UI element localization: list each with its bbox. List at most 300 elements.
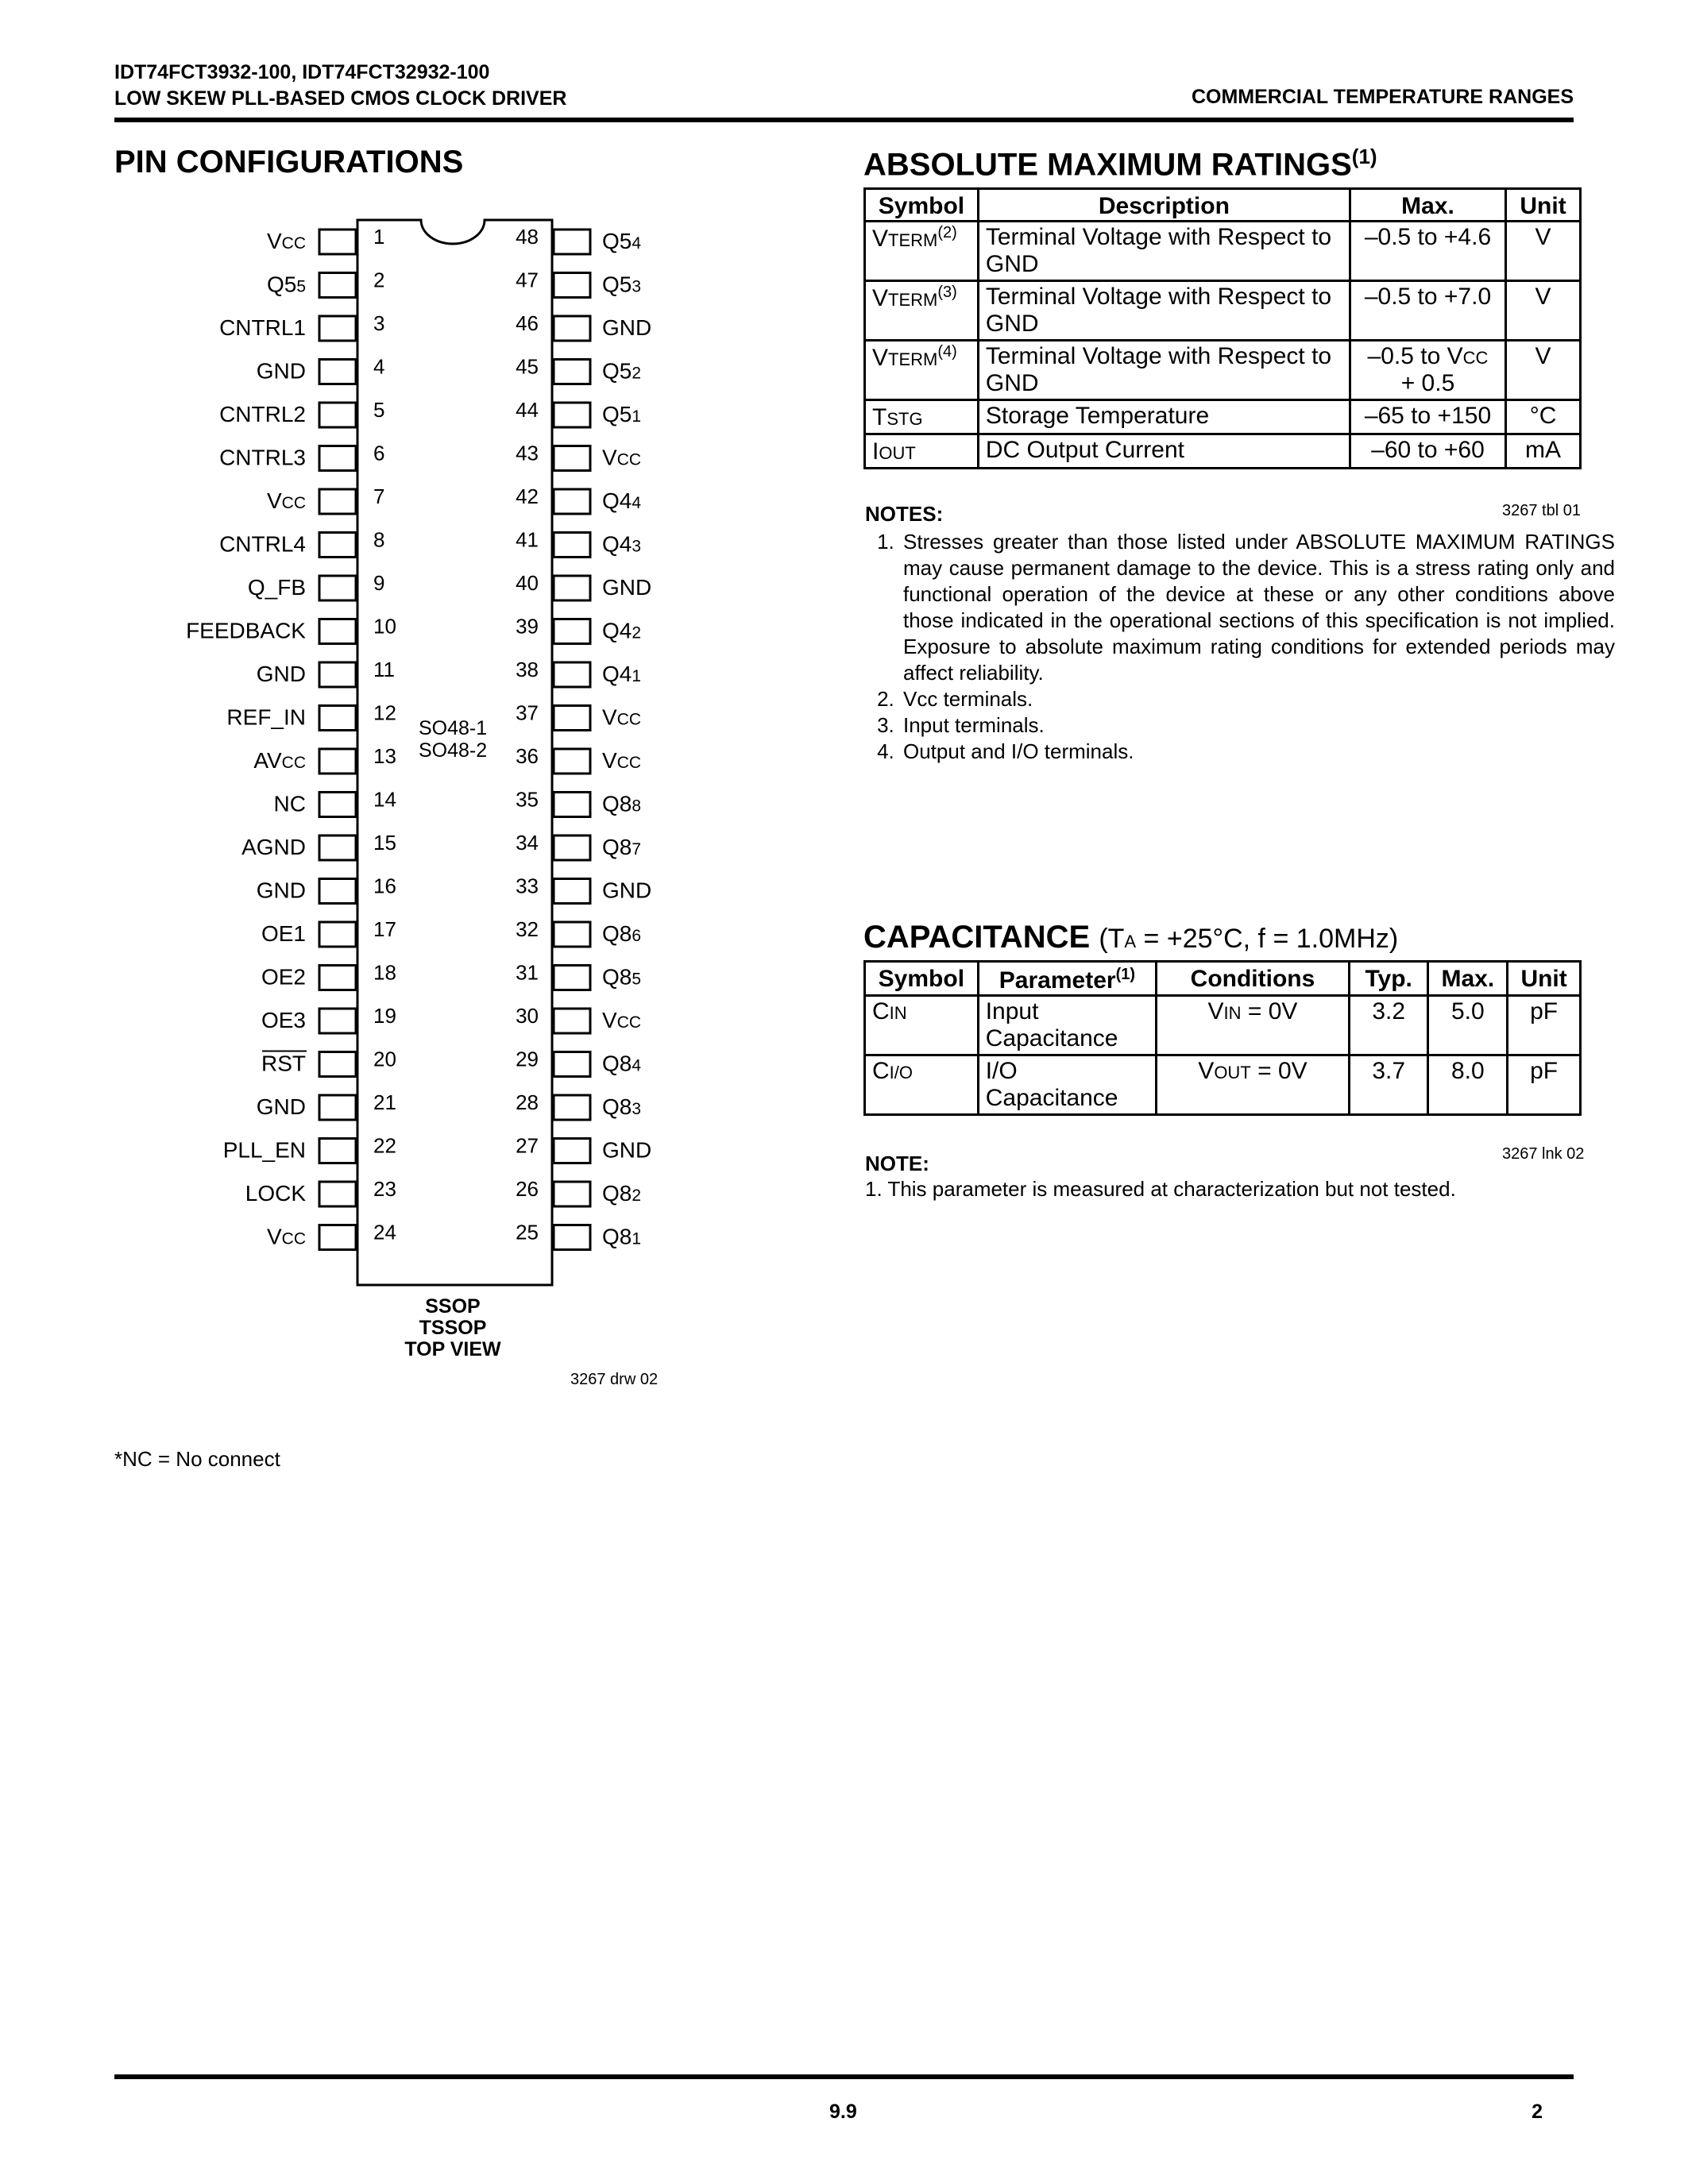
pin-lead	[554, 230, 590, 254]
pin-number: 46	[516, 311, 539, 335]
pin-name-main: Q5	[602, 402, 632, 426]
pin-name-main: V	[266, 1224, 282, 1249]
pin-name	[241, 835, 306, 859]
pin-name-main: Q4	[602, 662, 632, 686]
pin-name	[602, 446, 641, 470]
pin-lead	[554, 966, 590, 990]
pin-name	[261, 1051, 306, 1076]
pin-number: 41	[516, 527, 539, 552]
cap-max-cell: 5.0	[1428, 996, 1508, 1055]
pin-lead	[554, 403, 590, 427]
cond-sub: IN	[1223, 1003, 1242, 1023]
pin-lead	[554, 879, 590, 904]
header-part-numbers: IDT74FCT3932-100, IDT74FCT32932-100	[114, 61, 490, 83]
pin-name-main: GND	[602, 575, 652, 600]
pin-lead	[554, 316, 590, 341]
pin-name-main: AV	[253, 748, 282, 773]
pin-number: 16	[373, 874, 396, 898]
pin-name	[602, 878, 651, 903]
max-part-b: + 0.5	[1400, 370, 1455, 396]
pin-lead	[554, 835, 590, 860]
pin-name	[267, 488, 306, 513]
pin-name-main: GND	[256, 1094, 306, 1119]
pin-config-title: PIN CONFIGURATIONS	[114, 145, 464, 179]
symbol-main: V	[872, 226, 889, 252]
pin-number: 14	[373, 787, 396, 812]
pin-lead	[319, 619, 356, 644]
pin-name-main: REF_IN	[226, 704, 306, 730]
pin-lead	[554, 1182, 590, 1206]
pin-number: 40	[516, 571, 539, 595]
pin-lead	[319, 533, 356, 558]
pin-name-main: FEEDBACK	[186, 618, 306, 643]
pin-name	[257, 878, 306, 903]
cap-col-parameter	[978, 962, 1156, 996]
cond-value: = 0V	[1250, 1058, 1308, 1084]
cap-table-code: 3267 lnk 02	[1502, 1145, 1585, 1163]
pin-name-sub: 3	[632, 277, 642, 296]
package-label-2: SO48-2	[419, 739, 488, 762]
pin-number: 3	[373, 311, 385, 335]
abs-unit-cell: V	[1506, 281, 1581, 341]
symbol-sub: IN	[889, 1003, 907, 1023]
abs-description-cell: Storage Temperature	[978, 400, 1350, 434]
pin-name	[602, 359, 641, 384]
pin-lead	[319, 403, 356, 427]
pin-number: 7	[373, 484, 385, 508]
pin-name-main: Q5	[266, 272, 297, 297]
cap-header-row	[865, 962, 1581, 996]
abs-unit-cell: mA	[1506, 434, 1581, 469]
pin-lead	[554, 922, 590, 947]
pin-name-main: CNTRL4	[219, 531, 306, 557]
pin-lead	[319, 360, 356, 384]
pin-lead	[554, 619, 590, 644]
pin-lead	[319, 922, 356, 947]
symbol-sub: TERM	[888, 349, 938, 369]
pin-name-sub: 3	[632, 537, 642, 556]
pin-number: 22	[373, 1133, 396, 1158]
pin-number: 37	[516, 700, 539, 725]
pin-name	[602, 272, 641, 297]
pin-name-main: Q5	[602, 229, 632, 253]
pin-name-main: V	[602, 445, 617, 470]
pin-name-main: GND	[602, 315, 652, 340]
cap-unit-cell: pF	[1508, 1055, 1581, 1115]
abs-symbol-cell	[865, 341, 979, 400]
pin-lead	[554, 1139, 590, 1163]
pin-number: 29	[516, 1047, 539, 1071]
drawing-code: 3267 drw 02	[570, 1371, 659, 1388]
symbol-sub: OUT	[879, 443, 916, 463]
pin-lead	[319, 489, 356, 514]
capacitance-table	[863, 960, 1582, 1116]
footer-rule	[114, 2074, 1574, 2079]
symbol-sub: TERM	[888, 230, 938, 250]
abs-max-row	[865, 222, 1581, 281]
pin-name	[602, 402, 641, 426]
pin-name	[261, 1008, 306, 1032]
pin-name	[602, 532, 641, 557]
col-header-max: Max.	[1350, 189, 1505, 222]
pin-number: 10	[373, 614, 396, 639]
max-part-a: –0.5 to V	[1367, 343, 1463, 369]
abs-symbol-cell	[865, 281, 979, 341]
pin-lead	[319, 1052, 356, 1077]
symbol-note: (4)	[937, 343, 957, 361]
pin-number: 45	[516, 354, 539, 379]
cap-symbol-cell	[865, 996, 979, 1055]
pin-number: 23	[373, 1177, 396, 1201]
pin-lead	[319, 1182, 356, 1206]
pin-name-sub: 2	[632, 364, 642, 383]
pin-name-sub: CC	[616, 754, 642, 772]
pin-name-sub: CC	[616, 1013, 642, 1032]
abs-max-title-text: ABSOLUTE MAXIMUM RATINGS	[863, 147, 1352, 183]
abs-note-1: 1. Stresses greater than those listed under ABSOLUTE MAXIMUM RATINGS may cause permanent damage to the device. This is a stress rating only and functional operation of the device at these or any other conditions above those indicated in the operational sections of this specification is not implied. Exposure to absolute maximum rating conditions for extended periods may affect reliability.	[900, 529, 1615, 686]
pin-name-sub: 5	[632, 970, 642, 989]
pin-name-main: Q8	[602, 1051, 632, 1076]
pin-number: 2	[373, 268, 385, 292]
pin-name-main: Q8	[602, 1094, 632, 1119]
cap-symbol-cell	[865, 1055, 979, 1115]
symbol-main: I	[872, 438, 879, 465]
pin-name	[248, 575, 306, 600]
pin-name	[267, 272, 306, 297]
pin-number: 12	[373, 700, 396, 725]
abs-description-cell: Terminal Voltage with Respect to GND	[978, 222, 1350, 281]
abs-max-header-row	[865, 189, 1581, 222]
pin-name	[602, 705, 641, 730]
pin-lead	[319, 966, 356, 990]
pin-name-main: OE3	[261, 1008, 306, 1032]
abs-unit-cell: V	[1506, 341, 1581, 400]
abs-symbol-cell	[865, 222, 979, 281]
cap-col-typ: Typ.	[1349, 962, 1428, 996]
pin-lead	[554, 662, 590, 687]
cap-col-unit: Unit	[1508, 962, 1581, 996]
col-header-unit: Unit	[1506, 189, 1581, 222]
abs-max-cell: –60 to +60	[1350, 434, 1505, 469]
pin-lead	[319, 1225, 356, 1250]
pin-lead	[319, 793, 356, 817]
pin-name-main: GND	[256, 878, 306, 903]
symbol-note: (3)	[937, 284, 957, 301]
pin-number: 28	[516, 1090, 539, 1114]
pin-number: 15	[373, 831, 396, 855]
pin-name-sub: 7	[632, 840, 642, 859]
pin-lead	[319, 1009, 356, 1033]
pin-lead	[554, 360, 590, 384]
pin-name-sub: 1	[632, 1229, 642, 1248]
pin-name-main: Q4	[602, 618, 632, 643]
header-temperature-range: COMMERCIAL TEMPERATURE RANGES	[1191, 86, 1574, 108]
pin-name	[261, 965, 306, 990]
cap-col-parameter-text: Parameter	[999, 967, 1116, 994]
abs-symbol-cell	[865, 400, 979, 434]
abs-description-cell: DC Output Current	[978, 434, 1350, 469]
pin-name	[602, 748, 641, 773]
caption-ssop: SSOP	[425, 1295, 481, 1318]
pin-number: 25	[516, 1220, 539, 1244]
abs-max-notes-title: NOTES:	[865, 502, 944, 526]
pin-name-sub: CC	[616, 450, 642, 469]
pin-name	[602, 1094, 641, 1119]
pin-name-sub: 1	[632, 667, 642, 685]
pin-number: 33	[516, 874, 539, 898]
pin-number: 24	[373, 1220, 396, 1244]
cap-typ-cell: 3.2	[1349, 996, 1428, 1055]
pin-number: 1	[373, 225, 385, 249]
pin-name	[602, 1051, 641, 1076]
pin-name-main: V	[266, 229, 282, 253]
symbol-sub: STG	[886, 409, 923, 429]
cond-sub: OUT	[1214, 1063, 1251, 1082]
cap-condition-cell	[1157, 996, 1350, 1055]
diagram-caption	[350, 1296, 556, 1360]
pin-name-main: GND	[256, 662, 306, 686]
pin-name	[602, 229, 641, 253]
cond-value: = 0V	[1241, 998, 1298, 1024]
symbol-main: C	[872, 998, 890, 1024]
pin-lead	[319, 273, 356, 298]
cap-col-max: Max.	[1428, 962, 1508, 996]
pin-lead	[319, 749, 356, 774]
pin-number: 39	[516, 614, 539, 639]
pin-name-main: Q8	[602, 835, 632, 859]
pin-name	[602, 835, 641, 859]
pin-lead	[554, 706, 590, 731]
abs-unit-cell: °C	[1506, 400, 1581, 434]
pin-number: 32	[516, 917, 539, 941]
footer-section: 9.9	[829, 2101, 857, 2123]
pin-number: 36	[516, 744, 539, 768]
pin-name-sub: 4	[632, 1056, 642, 1075]
cap-max-cell: 8.0	[1428, 1055, 1508, 1115]
pin-name	[602, 792, 641, 816]
pin-lead	[554, 533, 590, 558]
abs-note-3: 3. Input terminals.	[900, 712, 1615, 739]
cap-note: 1. This parameter is measured at characterization but not tested.	[865, 1177, 1456, 1201]
pin-number: 8	[373, 527, 385, 552]
symbol-main: T	[872, 404, 887, 430]
pin-number: 5	[373, 398, 385, 422]
pin-name-main: V	[602, 704, 617, 730]
abs-max-row	[865, 281, 1581, 341]
symbol-main: V	[872, 285, 889, 311]
pin-name-main: CNTRL1	[219, 315, 306, 340]
pin-number: 35	[516, 787, 539, 812]
cap-param-note: (1)	[1115, 966, 1136, 983]
cap-row	[865, 1055, 1581, 1115]
abs-description-cell: Terminal Voltage with Respect to GND	[978, 341, 1350, 400]
max-sub: CC	[1462, 348, 1489, 368]
pin-lead	[319, 662, 356, 687]
pin-lead	[554, 793, 590, 817]
pin-lead	[319, 230, 356, 254]
pin-lead	[554, 1009, 590, 1033]
pin-name-sub: 6	[632, 927, 642, 945]
pin-lead	[319, 835, 356, 860]
pin-number: 4	[373, 354, 385, 379]
abs-max-cell	[1350, 341, 1505, 400]
pin-name-main: GND	[256, 358, 306, 384]
symbol-sub: I/O	[889, 1063, 914, 1082]
pin-lead	[319, 576, 356, 600]
cond-main: V	[1207, 998, 1224, 1024]
pin-name	[186, 619, 306, 643]
pin-number: 30	[516, 1004, 539, 1028]
pin-name	[253, 748, 306, 773]
cap-note-title: NOTE:	[865, 1152, 929, 1175]
pin-name-main: Q8	[602, 921, 632, 946]
pin-number: 18	[373, 960, 396, 985]
abs-max-title	[863, 145, 1377, 183]
pin-number: 44	[516, 398, 539, 422]
cap-typ-cell: 3.7	[1349, 1055, 1428, 1115]
symbol-sub: TERM	[888, 290, 938, 310]
abs-max-row	[865, 434, 1581, 469]
pin-name	[257, 359, 306, 384]
pin-lead	[554, 273, 590, 298]
abs-max-cell: –65 to +150	[1350, 400, 1505, 434]
abs-max-notes	[865, 529, 1615, 765]
pin-name	[602, 662, 641, 686]
pin-name-main: Q5	[602, 358, 632, 384]
abs-max-row	[865, 400, 1581, 434]
pin-name	[602, 1225, 641, 1249]
symbol-main: V	[872, 345, 889, 371]
pin-name-sub: 4	[632, 494, 642, 512]
pin-lead	[554, 1052, 590, 1077]
pin-name	[602, 619, 641, 643]
pin-number: 34	[516, 831, 539, 855]
cond-sub: A	[1124, 932, 1137, 951]
pin-number: 26	[516, 1177, 539, 1201]
pin-lead	[554, 446, 590, 471]
pin-number: 17	[373, 917, 396, 941]
pin-number: 13	[373, 744, 396, 768]
pin-name	[219, 532, 306, 557]
pin-name-main: Q4	[602, 488, 632, 513]
pin-name-sub: CC	[281, 234, 306, 253]
pin-name	[219, 446, 306, 470]
pin-name-main: Q8	[602, 1181, 632, 1206]
pin-name-main: Q4	[602, 531, 632, 557]
pin-lead	[554, 749, 590, 774]
pin-name-main: V	[602, 1008, 617, 1032]
pin-lead	[319, 1139, 356, 1163]
abs-max-row	[865, 341, 1581, 400]
pin-name-sub: 2	[632, 1187, 642, 1205]
cond-suffix: = +25°C, f = 1.0MHz)	[1136, 924, 1399, 954]
pin-name	[602, 315, 651, 340]
pin-name-sub: CC	[616, 710, 642, 729]
pin-number: 27	[516, 1133, 539, 1158]
pin-name	[261, 921, 306, 946]
pin-name	[267, 229, 306, 253]
pin-number: 31	[516, 960, 539, 985]
abs-max-title-note: (1)	[1351, 145, 1377, 168]
pin-name-main: GND	[602, 1137, 652, 1163]
pin-number: 48	[516, 225, 539, 249]
pin-name-main: Q5	[602, 272, 632, 297]
cond-prefix: (T	[1099, 924, 1125, 954]
pin-name-main: AGND	[241, 835, 306, 859]
pin-lead	[319, 879, 356, 904]
pin-number: 9	[373, 571, 385, 595]
pin-number: 21	[373, 1090, 396, 1114]
pin-number: 19	[373, 1004, 396, 1028]
pin-name	[602, 921, 641, 946]
pin-lead	[319, 316, 356, 341]
pin-number: 38	[516, 658, 539, 681]
pin-name-main: NC	[273, 791, 306, 816]
pin-lead	[319, 1095, 356, 1120]
abs-max-table-code: 3267 tbl 01	[1502, 502, 1581, 519]
pin-name-main: RST	[261, 1051, 306, 1076]
abs-max-table	[863, 187, 1582, 469]
pin-name-sub: 1	[632, 407, 642, 426]
pin-name-sub: CC	[281, 1229, 306, 1248]
header-device-name: LOW SKEW PLL-BASED CMOS CLOCK DRIVER	[114, 87, 567, 110]
pin-lead	[319, 706, 356, 731]
col-header-description: Description	[978, 189, 1350, 222]
pin-number: 47	[516, 268, 539, 292]
pin-name-sub: 2	[632, 623, 642, 642]
caption-tssop: TSSOP	[419, 1317, 487, 1339]
pin-name-main: LOCK	[245, 1181, 306, 1206]
pin-name	[602, 1181, 641, 1206]
abs-description-cell: Terminal Voltage with Respect to GND	[978, 281, 1350, 341]
pin-name	[602, 575, 651, 600]
abs-symbol-cell	[865, 434, 979, 469]
pin-name-main: CNTRL3	[219, 445, 306, 470]
cap-row	[865, 996, 1581, 1055]
pin-name	[267, 1225, 306, 1249]
pin-name-main: GND	[602, 878, 652, 903]
pin-name-sub: 4	[632, 234, 642, 253]
pin-name	[602, 488, 641, 513]
pin-lead	[554, 1225, 590, 1250]
pin-name	[602, 1138, 651, 1163]
pin-name	[245, 1181, 307, 1206]
pin-name-main: PLL_EN	[222, 1137, 306, 1163]
pin-lead	[554, 1095, 590, 1120]
pin-name-main: CNTRL2	[219, 402, 306, 426]
symbol-note: (2)	[937, 224, 957, 241]
pin-number: 43	[516, 441, 539, 465]
pin-name-sub: 8	[632, 797, 642, 816]
pin-name-main: OE1	[261, 921, 306, 946]
pin-lead	[554, 576, 590, 600]
abs-max-cell: –0.5 to +7.0	[1350, 281, 1505, 341]
pin-lead	[319, 446, 356, 471]
pin-lead	[554, 489, 590, 514]
pin-number: 11	[373, 658, 395, 681]
cond-main: V	[1198, 1058, 1215, 1084]
cap-col-symbol: Symbol	[865, 962, 979, 996]
abs-note-4: 4. Output and I/O terminals.	[900, 739, 1615, 765]
symbol-main: C	[872, 1058, 890, 1084]
pin-name	[257, 1094, 306, 1119]
caption-top-view: TOP VIEW	[404, 1338, 501, 1360]
capacitance-title-text: CAPACITANCE	[863, 920, 1091, 955]
pin-name-sub: 5	[296, 277, 306, 296]
cap-unit-cell: pF	[1508, 996, 1581, 1055]
pin-name-sub: CC	[281, 754, 306, 772]
pin-name	[219, 315, 306, 340]
